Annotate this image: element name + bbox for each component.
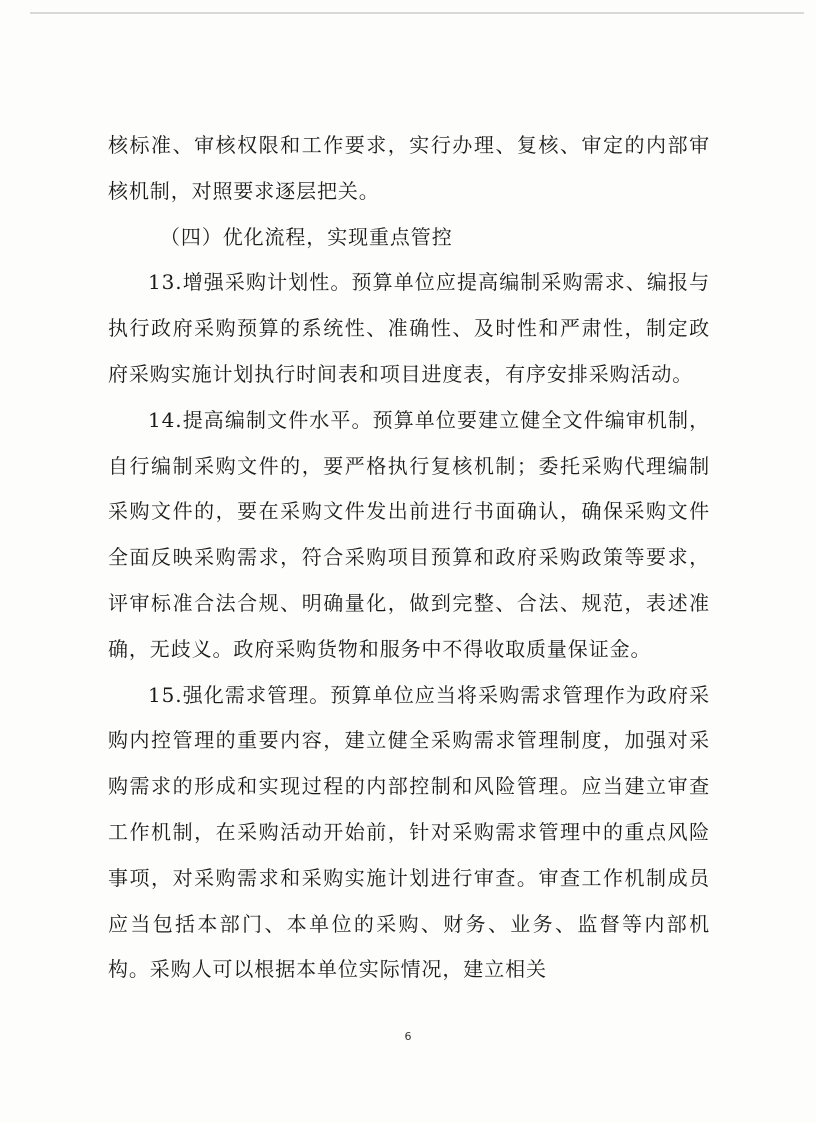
paragraph-14: 14.提高编制文件水平。预算单位要建立健全文件编审机制，自行编制采购文件的，要严格执行复核机制；委托采购代理编制采购文件的，要在采购文件发出前进行书面确认，确保采购文件全面反映采购需求，符合采购项目预算和政府采购政策等要求，评审标准合法合规、明确量化，做到完整、合法、规范，表述准确，无歧义。政府采购货物和服务中不得收取质量保证金。 bbox=[108, 407, 710, 661]
scan-edge bbox=[30, 12, 804, 14]
paragraph-continuation: 核标准、审核权限和工作要求，实行办理、复核、审定的内部审核机制，对照要求逐层把关。 bbox=[108, 133, 710, 203]
page-number: 6 bbox=[404, 1030, 412, 1043]
section-heading: （四）优化流程，实现重点管控 bbox=[160, 224, 453, 249]
paragraph-15: 15.强化需求管理。预算单位应当将采购需求管理作为政府采购内控管理的重要内容，建立健全采购需求管理制度，加强对采购需求的形成和实现过程的内部控制和风险管理。应当建立审查工作机制，在采购活动开始前，针对采购需求管理中的重点风险事项，对采购需求和采购实施计划进行审查。审查工作机制成员应当包括本部门、本单位的采购、财务、业务、监督等内部机构。采购人可以根据本单位实际情况，建立相关 bbox=[108, 682, 710, 982]
paragraph-13: 13.增强采购计划性。预算单位应提高编制采购需求、编报与执行政府采购预算的系统性、准确性、及时性和严肃性，制定政府采购实施计划执行时间表和项目进度表，有序安排采购活动。 bbox=[108, 270, 710, 386]
document-body bbox=[108, 123, 710, 993]
